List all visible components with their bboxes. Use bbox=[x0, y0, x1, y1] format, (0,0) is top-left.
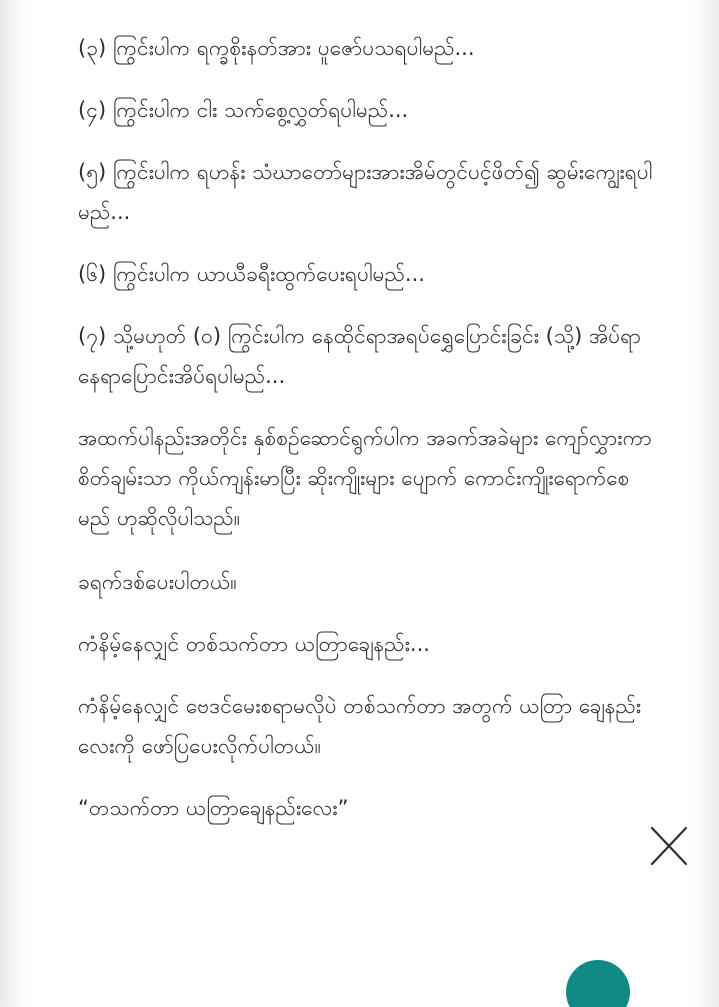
close-icon bbox=[646, 822, 694, 870]
paragraph-credit: ခရက်ဒစ်ပေးပါတယ်။ bbox=[78, 570, 237, 594]
paragraph-remainder-4: (၄) ကြွင်းပါက ငါး သက်စွေ့လွှတ်ရပါမည်... bbox=[78, 98, 409, 122]
paragraph-remainder-6: (၆) ကြွင်းပါက ယာယီခရီးထွက်ပေးရပါမည်... bbox=[78, 262, 425, 286]
article-body bbox=[78, 28, 656, 850]
paragraph-subheading: ကံနိမ့်နေလျှင် တစ်သက်တာ ယတြာချေနည်း... bbox=[78, 632, 430, 656]
paragraph-remainder-3: (၃) ကြွင်းပါက ရက္ခစိုးနတ်အား ပူဇော်ပသရပါမည်... bbox=[78, 36, 475, 60]
paragraph-intro: ကံနိမ့်နေလျှင် ဗေဒင်မေးစရာမလိုပဲ တစ်သက်တာ အတွက် ယတြာ ချေနည်းလေးကို ဖော်ပြပေးလိုက်ပါတယ်။ bbox=[78, 694, 642, 758]
paragraph-remainder-7: (၇) သို့မဟုတ် (၀) ကြွင်းပါက နေထိုင်ရာအရပ်ရွှေပြောင်းခြင်း (သို့) အိပ်ရာနေရာပြောင်းအိပ်ရပါမည်... bbox=[78, 324, 641, 388]
paragraph-summary: အထက်ပါနည်းအတိုင်း နှစ်စဉ်ဆောင်ရွက်ပါက အခက်အခဲများ ကျော်လွှားကာ စိတ်ချမ်းသာ ကိုယ်ကျန်းမာပြီး ဆိုးကျိုးများ ပျောက် ကောင်းကျိုးရောက်စေမည် ဟုဆိုလိုပါသည်။ bbox=[78, 426, 652, 530]
floating-action-button[interactable] bbox=[566, 960, 630, 1007]
page-edge-left bbox=[0, 0, 30, 1007]
close-button[interactable] bbox=[646, 822, 694, 870]
paragraph-quote-title: “တသက်တာ ယတြာချေနည်းလေး” bbox=[78, 796, 349, 820]
paragraph-remainder-5: (၅) ကြွင်းပါက ရဟန်း သံဃာတော်များအားအိမ်တွင်ပင့်ဖိတ်၍ ဆွမ်းကျွေးရပါမည်... bbox=[78, 160, 653, 224]
page-edge-right bbox=[691, 0, 719, 1007]
